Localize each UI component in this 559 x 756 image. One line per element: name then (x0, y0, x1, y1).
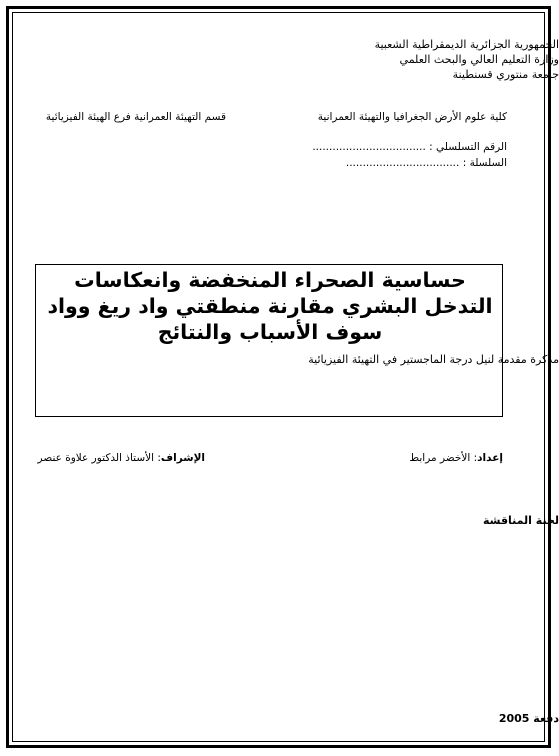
supervisor-label: الإشراف (160, 452, 205, 464)
prepared-by-separator: : (470, 452, 478, 464)
faculty-name: كلية علوم الأرض الجغرافيا والتهيئة العمرانية (317, 111, 507, 123)
prepared-by-label: إعداد (477, 452, 503, 464)
class-year: دفعة 2005 (498, 712, 559, 725)
series-field: السلسلة : .................................. (345, 157, 507, 169)
committee-heading: لجنة المناقشة (482, 514, 559, 527)
university-heading: جامعة منتوري قسنطينة (452, 68, 559, 81)
ministry-heading: وزارة التعليم العالي والبحث العلمي (399, 53, 559, 66)
supervisor (38, 452, 205, 464)
department-name: قسم التهيئة العمرانية فرع الهيئة الفيزيائية (45, 111, 226, 123)
republic-heading: الجمهورية الجزائرية الديمقراطية الشعبية (374, 38, 559, 51)
prepared-by-name: الأخضر مرابط (409, 452, 471, 464)
serial-number-field: الرقم التسلسلي : .................................. (312, 141, 507, 153)
prepared-by (409, 452, 503, 464)
thesis-subtitle: مذكرة مقدمة لنيل درجة الماجستير في التهيئة الفيزيائية (308, 353, 559, 366)
thesis-title: حساسية الصحراء المنخفضة وانعكاسات التدخل البشري مقارنة منطقتي واد ريغ وواد سوف الأسباب والنتائج (47, 268, 493, 344)
supervisor-separator: : (154, 452, 161, 464)
supervisor-name: الأستاذ الدكتور علاوة عنصر (37, 452, 155, 464)
